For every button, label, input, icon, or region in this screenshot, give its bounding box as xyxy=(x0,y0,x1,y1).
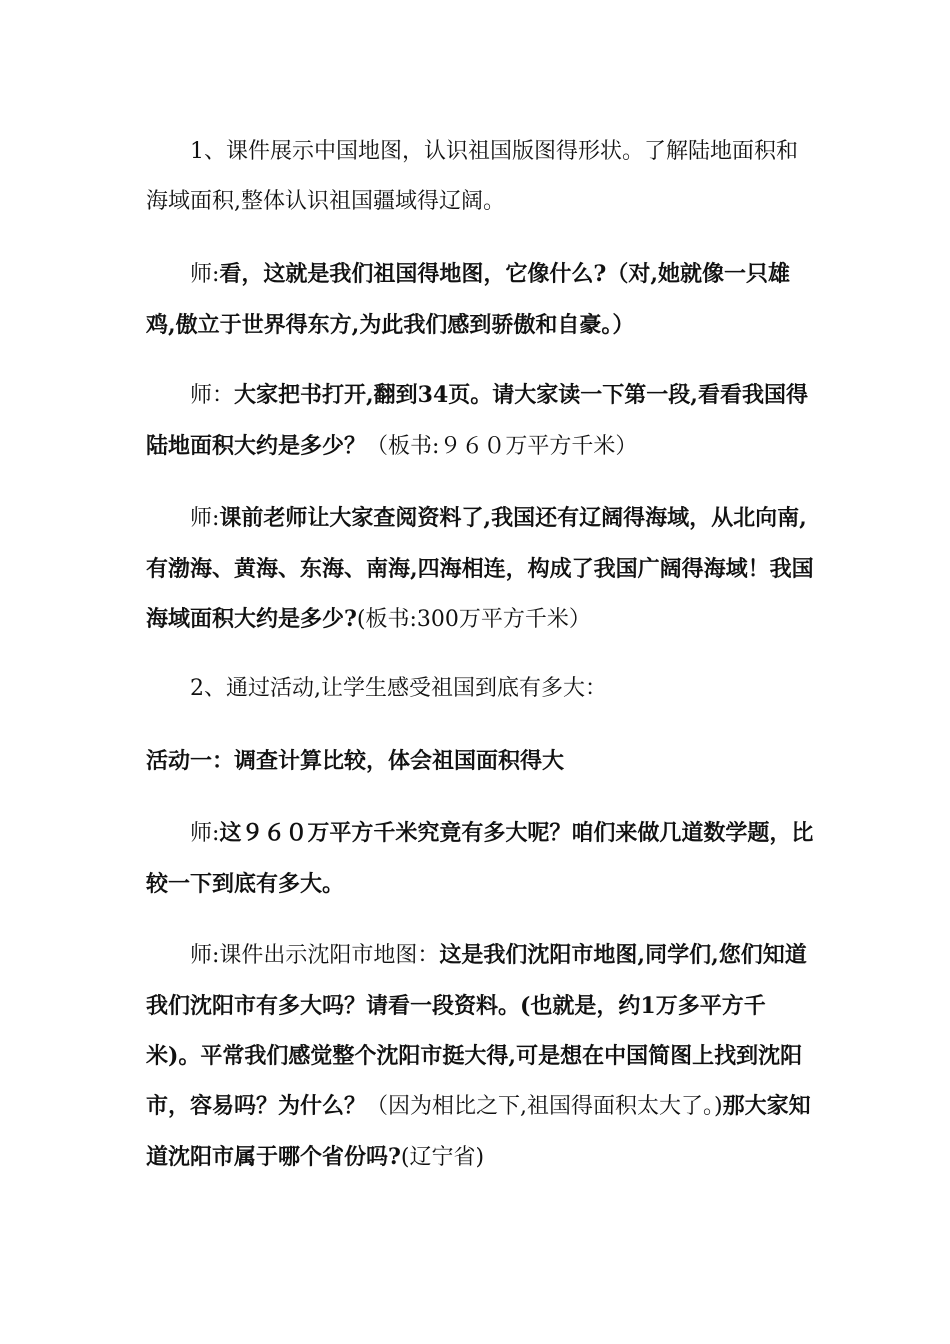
answer-note: （因为相比之下,祖国得面积太大了。) xyxy=(366,1094,723,1119)
speaker-label: 师: xyxy=(190,262,220,287)
paragraph-teacher-sea-area xyxy=(146,493,816,645)
paragraph-teacher-land-area xyxy=(146,370,816,472)
paragraph-teacher-rooster xyxy=(146,249,816,350)
activity-heading xyxy=(146,736,816,786)
speaker-label: 师: xyxy=(190,506,220,531)
speaker-label: 师:课件出示沈阳市地图： xyxy=(190,943,440,968)
paragraph-text: 这９６０万平方千米究竟有多大呢？咱们来做几道数学题，比较一下到底有多大。 xyxy=(146,820,814,897)
paragraph-map-display xyxy=(146,127,816,227)
paragraph-text: 看，这就是我们祖国得地图，它像什么?（对,她就像一只雄鸡,傲立于世界得东方,为此我们感到骄傲和自豪。） xyxy=(146,261,790,338)
blackboard-note: （板书:９６０万平方千米） xyxy=(366,434,638,459)
paragraph-activity-intro xyxy=(146,664,816,714)
answer-note: (辽宁省) xyxy=(400,1145,485,1170)
paragraph-text: 这是我们沈阳市地图,同学们,您们知道我们沈阳市有多大吗？请看一段资料。(也就是，约1万多平方千米)。平常我们感觉整个沈阳市挺大得,可是想在中国简图上找到沈阳市，容易吗？为什么？ xyxy=(146,942,807,1119)
paragraph-text: 课前老师让大家查阅资料了,我国还有辽阔得海域，从北向南,有渤海、黄海、东海、南海,四海相连，构成了我国广阔得海域！我国海域面积大约是多少? xyxy=(146,505,814,632)
paragraph-text: 大家把书打开,翻到34页。请大家读一下第一段,看看我国得陆地面积大约是多少？ xyxy=(146,382,808,459)
blackboard-note: (板书:300万平方千米） xyxy=(356,607,591,632)
paragraph-text: 1、课件展示中国地图，认识祖国版图得形状。了解陆地面积和海域面积,整体认识祖国疆域得辽阔。 xyxy=(146,139,798,214)
speaker-label: 师: xyxy=(190,821,220,846)
paragraph-teacher-math xyxy=(146,808,816,909)
paragraph-teacher-shenyang xyxy=(146,930,816,1183)
paragraph-text: 那大家知道沈阳市属于哪个省份吗? xyxy=(146,1093,811,1170)
paragraph-text: 2、通过活动,让学生感受祖国到底有多大： xyxy=(190,676,607,701)
speaker-label: 师： xyxy=(190,383,235,408)
heading-text: 活动一：调查计算比较，体会祖国面积得大 xyxy=(146,748,565,774)
